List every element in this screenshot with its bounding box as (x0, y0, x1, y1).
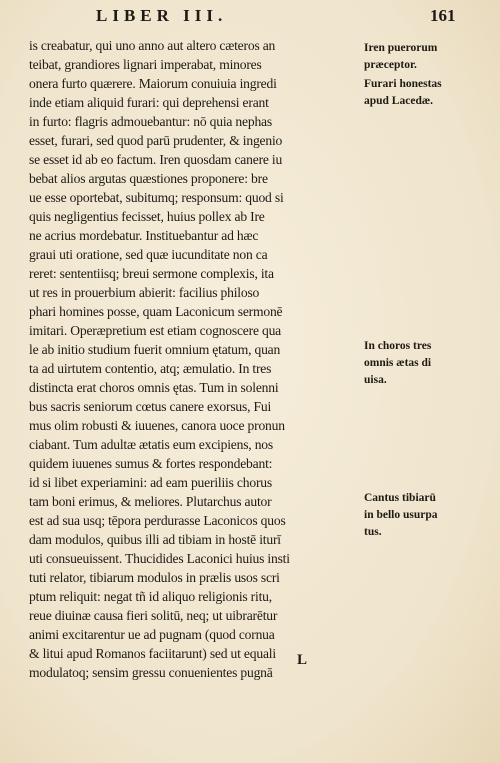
text-line: inde etiam aliquid furari: qui deprehensi erant (29, 95, 269, 110)
margin-note-line: apud Lacedæ. (364, 95, 434, 107)
text-line: tuti relator, tibiarum modulos in prælis usos scri (29, 570, 280, 585)
running-title: LIBER III. (96, 6, 228, 25)
text-line: esset, furari, sed quod parū prudenter, & ingenio (29, 133, 283, 148)
text-line: est ad sua usq; tēpora perdurasse Laconicos quos (29, 513, 286, 528)
text-line: graui uti oratione, sed quæ iucunditate non ca (29, 247, 268, 262)
margin-note-line: omnis ætas di (364, 357, 432, 369)
text-line: id si libet experiamini: ad eam pueriliis chorus (29, 475, 272, 490)
text-line: uti consueuissent. Thucidides Laconici huius insti (29, 551, 290, 566)
signature-mark: L (297, 652, 308, 668)
margin-note-line: Cantus tibiarū (364, 492, 436, 504)
main-text-block (29, 36, 365, 682)
margin-note-furari (364, 76, 496, 110)
text-line: phari homines posse, quam Laconicum sermonē (29, 304, 283, 319)
text-line: animi excitarentur ue ad pugnam (quod cornua (29, 627, 275, 642)
margin-note-choros (364, 338, 496, 389)
margin-note-line: præceptor. (364, 59, 417, 71)
text-line: tam boni erimus, & meliores. Plutarchus autor (29, 494, 272, 509)
margin-note-line: In choros tres (364, 340, 432, 352)
text-line: is creabatur, qui uno anno aut altero cæteros an (29, 38, 276, 53)
text-line: mus olim robusti & iuuenes, canora uoce pronun (29, 418, 285, 433)
text-line: onera furto quærere. Maiorum conuiuia ingredi (29, 76, 277, 91)
margin-note-line: Furari honestas (364, 78, 442, 90)
margin-note-iren (364, 40, 496, 74)
text-line: teibat, grandiores lignari imperabat, minores (29, 57, 262, 72)
text-line: reue diuinæ causa fieri solitū, neq; ut uibrarētur (29, 608, 278, 623)
margin-note-cantus (364, 490, 496, 541)
text-line: ptum reliquit: negat tñ id aliquo religionis ritu, (29, 589, 272, 604)
text-line: distincta erat choros omnis ętas. Tum in solenni (29, 380, 279, 395)
text-line: quidem iuuenes sumus & fortes respondebant: (29, 456, 273, 471)
page-header (0, 6, 500, 26)
margin-note-line: in bello usurpa (364, 509, 438, 521)
text-line: imitari. Operæpretium est etiam cognoscere qua (29, 323, 282, 338)
margin-note-line: Iren puerorum (364, 42, 438, 54)
text-line: ciabant. Tum adultæ ætatis eum excipiens, nos (29, 437, 273, 452)
margin-note-line: uisa. (364, 374, 387, 386)
text-line: se esset id ab eo factum. Iren quosdam canere iu (29, 152, 283, 167)
page-number: 161 (430, 6, 456, 25)
text-line: ne acrius mordebatur. Instituebantur ad hæc (29, 228, 259, 243)
text-line: quis negligentius fecisset, huius pollex ab Ire (29, 209, 265, 224)
text-line: ta ad uirtutem contentio, atq; æmulatio. In tres (29, 361, 272, 376)
text-line: ue esse oportebat, subitumq; responsum: quod si (29, 190, 284, 205)
text-line: ut res in prouerbium abierit: facilius philoso (29, 285, 260, 300)
text-line: modulatoq; sensim gressu conuenientes pugnā (29, 665, 273, 680)
text-line: in furto: flagris admouebantur: nō quia nephas (29, 114, 272, 129)
text-line: reret: sententiisq; breui sermone complexis, ita (29, 266, 274, 281)
margin-note-line: tus. (364, 526, 382, 538)
text-line: bus sacris seniorum cœtus canere exorsus, Fui (29, 399, 272, 414)
text-line: & litui apud Romanos faciitarunt) sed ut equali (29, 646, 276, 661)
text-line: le ab initio studium fuerit omnium ętatum, quan (29, 342, 281, 357)
text-line: dam modulos, quibus illi ad tibiam in hostē iturī (29, 532, 281, 547)
text-line: bebat alios argutas quæstiones proponere: bre (29, 171, 268, 186)
